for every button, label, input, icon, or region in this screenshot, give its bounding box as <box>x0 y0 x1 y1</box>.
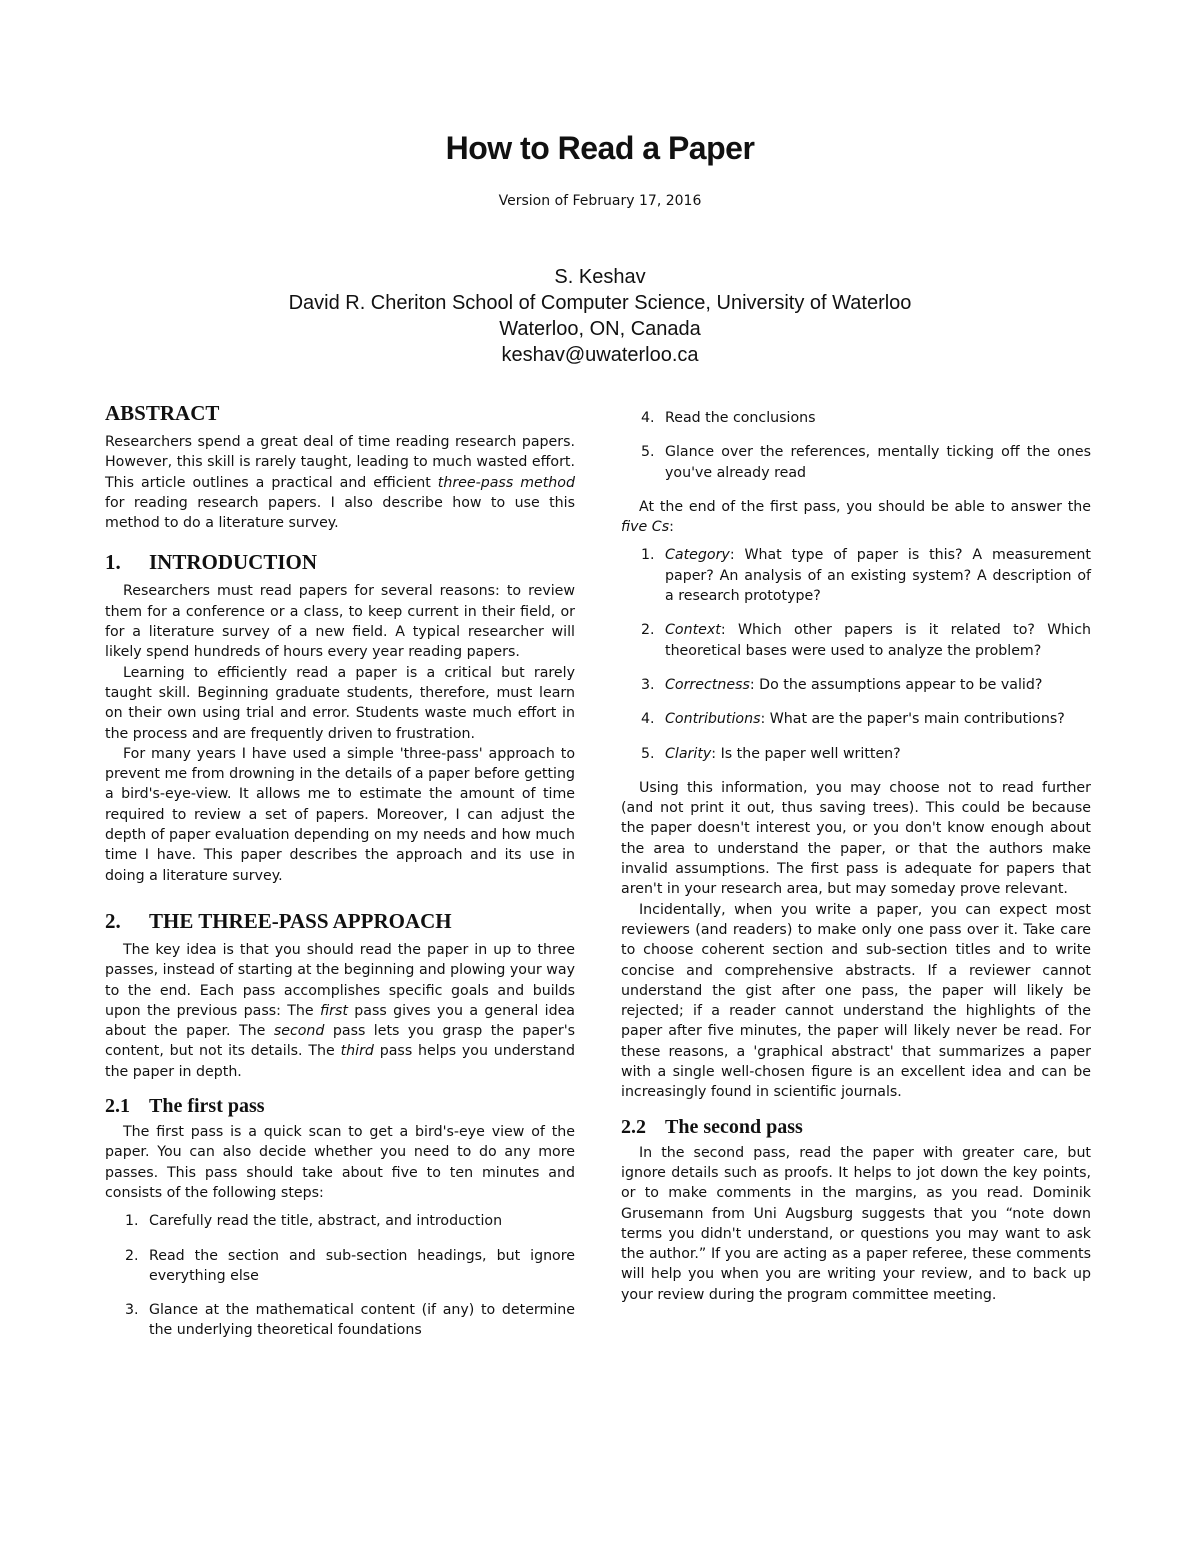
first-pass-paragraph-1: The first pass is a quick scan to get a bird's-eye view of the paper. You can also decide whether you need to do any more passes. This pass should take about five to ten minutes and consists of the following steps: <box>105 1124 575 1201</box>
abstract-text: Researchers spend a great deal of time reading research papers. However, this skill is rarely taught, leading to much wasted effort. This article outlines a practical and efficient three-pass method for reading research papers. I also describe how to use this method to do a literature survey. <box>105 434 575 532</box>
list-item: 2. Context: Which other papers is it related to? Which theoretical bases were used to analyze the problem? <box>641 622 1091 659</box>
three-pass-paragraph: The key idea is that you should read the paper in up to three passes, instead of starting at the beginning and plowing your way to the end. Each pass accomplishes specific goals and builds upon the previous pass: The first pass gives you a general idea about the paper. The second pass lets you grasp the paper's content, but not its details. The third pass helps you understand the paper in depth. <box>105 941 576 1080</box>
list-item: 2. Read the section and sub-section headings, but ignore everything else <box>125 1247 575 1284</box>
intro-paragraph-3: For many years I have used a simple 'three-pass' approach to prevent me from drowning in the details of a paper before getting a bird's-eye-view. It allows me to estimate the amount of time required to review a set of papers. Moreover, I can adjust the depth of paper evaluation depending on my needs and how much time I have. This paper describes the approach and its use in doing a literature survey. <box>105 745 575 884</box>
author-block <box>0 264 1200 368</box>
list-item: 4. Contributions: What are the paper's main contributions? <box>641 711 1065 728</box>
abstract-heading: ABSTRACT <box>105 401 220 425</box>
left-column <box>105 400 575 1355</box>
list-item: 1. Category: What type of paper is this? A measurement paper? An analysis of an existing system? A description of a research prototype? <box>641 547 1091 605</box>
right-column <box>621 400 1091 1305</box>
author-affiliation: David R. Cheriton School of Computer Science, University of Waterloo <box>288 292 912 314</box>
five-cs-intro: At the end of the first pass, you should be able to answer the five Cs: <box>621 498 1091 536</box>
first-pass-steps-a <box>105 1211 575 1340</box>
author-name: S. Keshav <box>554 266 646 288</box>
list-item: 5. Glance over the references, mentally ticking off the ones you've already read <box>641 444 1091 481</box>
version-line: Version of February 17, 2016 <box>498 193 702 209</box>
list-item: 3. Correctness: Do the assumptions appear to be valid? <box>641 676 1043 693</box>
list-item: 5. Clarity: Is the paper well written? <box>641 745 901 762</box>
intro-paragraph-2: Learning to efficiently read a paper is a critical but rarely taught skill. Beginning graduate students, therefore, must learn on their own using trial and error. Students waste much effort in the process and are frequently driven to frustration. <box>105 664 575 742</box>
intro-heading: 1. INTRODUCTION <box>105 550 318 575</box>
intro-paragraph-1: Researchers must read papers for several reasons: to review them for a conference or a class, to keep current in their field, or for a literature survey of a new field. A typical researcher will likely spend hundreds of hours every year reading papers. <box>105 583 575 661</box>
three-pass-heading: 2. THE THREE-PASS APPROACH <box>105 908 452 933</box>
list-item: 1. Carefully read the title, abstract, and introduction <box>125 1213 503 1230</box>
paper-title: How to Read a Paper <box>445 130 755 166</box>
first-pass-paragraph-3: Using this information, you may choose not to read further (and not print it out, thus saving trees). This could be because the paper doesn't interest you, or you don't know enough about the area to understand the paper, or that the authors make invalid assumptions. The first pass is adequate for papers that aren't in your research area, but may someday prove relevant. <box>621 779 1091 898</box>
second-pass-heading: 2.2 The second pass <box>621 1115 803 1138</box>
author-location: Waterloo, ON, Canada <box>499 318 701 340</box>
second-pass-paragraph: In the second pass, read the paper with greater care, but ignore details such as proofs. It helps to jot down the key points, or to make comments in the margins, as you read. Dominik Grusemann from Uni Augsburg suggests that you “note down terms you didn't understand, or questions you may want to ask the author.” If you are acting as a paper referee, these comments will help you when you are writing your review, and to back up your review during the program committee meeting. <box>621 1144 1091 1303</box>
first-pass-paragraph-4: Incidentally, when you write a paper, you can expect most reviewers (and readers) to make only one pass over it. Take care to choose coherent section and sub-section titles and to write concise and comprehensive abstracts. If a reviewer cannot understand the gist after one pass, the paper will likely be rejected; if a reader cannot understand the highlights of the paper after five minutes, the paper will likely never be read. For these reasons, a 'graphical abstract' that summarizes a paper with a single well-chosen figure is an excellent idea and can be increasingly found in scientific journals. <box>621 901 1091 1101</box>
list-item: 3. Glance at the mathematical content (if any) to determine the underlying theoretical foundations <box>125 1302 575 1339</box>
first-pass-heading: 2.1 The first pass <box>105 1095 265 1118</box>
author-email: keshav@uwaterloo.ca <box>501 344 699 366</box>
five-cs-list <box>621 545 1091 763</box>
first-pass-steps-b <box>621 408 1091 483</box>
list-item: 4. Read the conclusions <box>641 410 816 426</box>
